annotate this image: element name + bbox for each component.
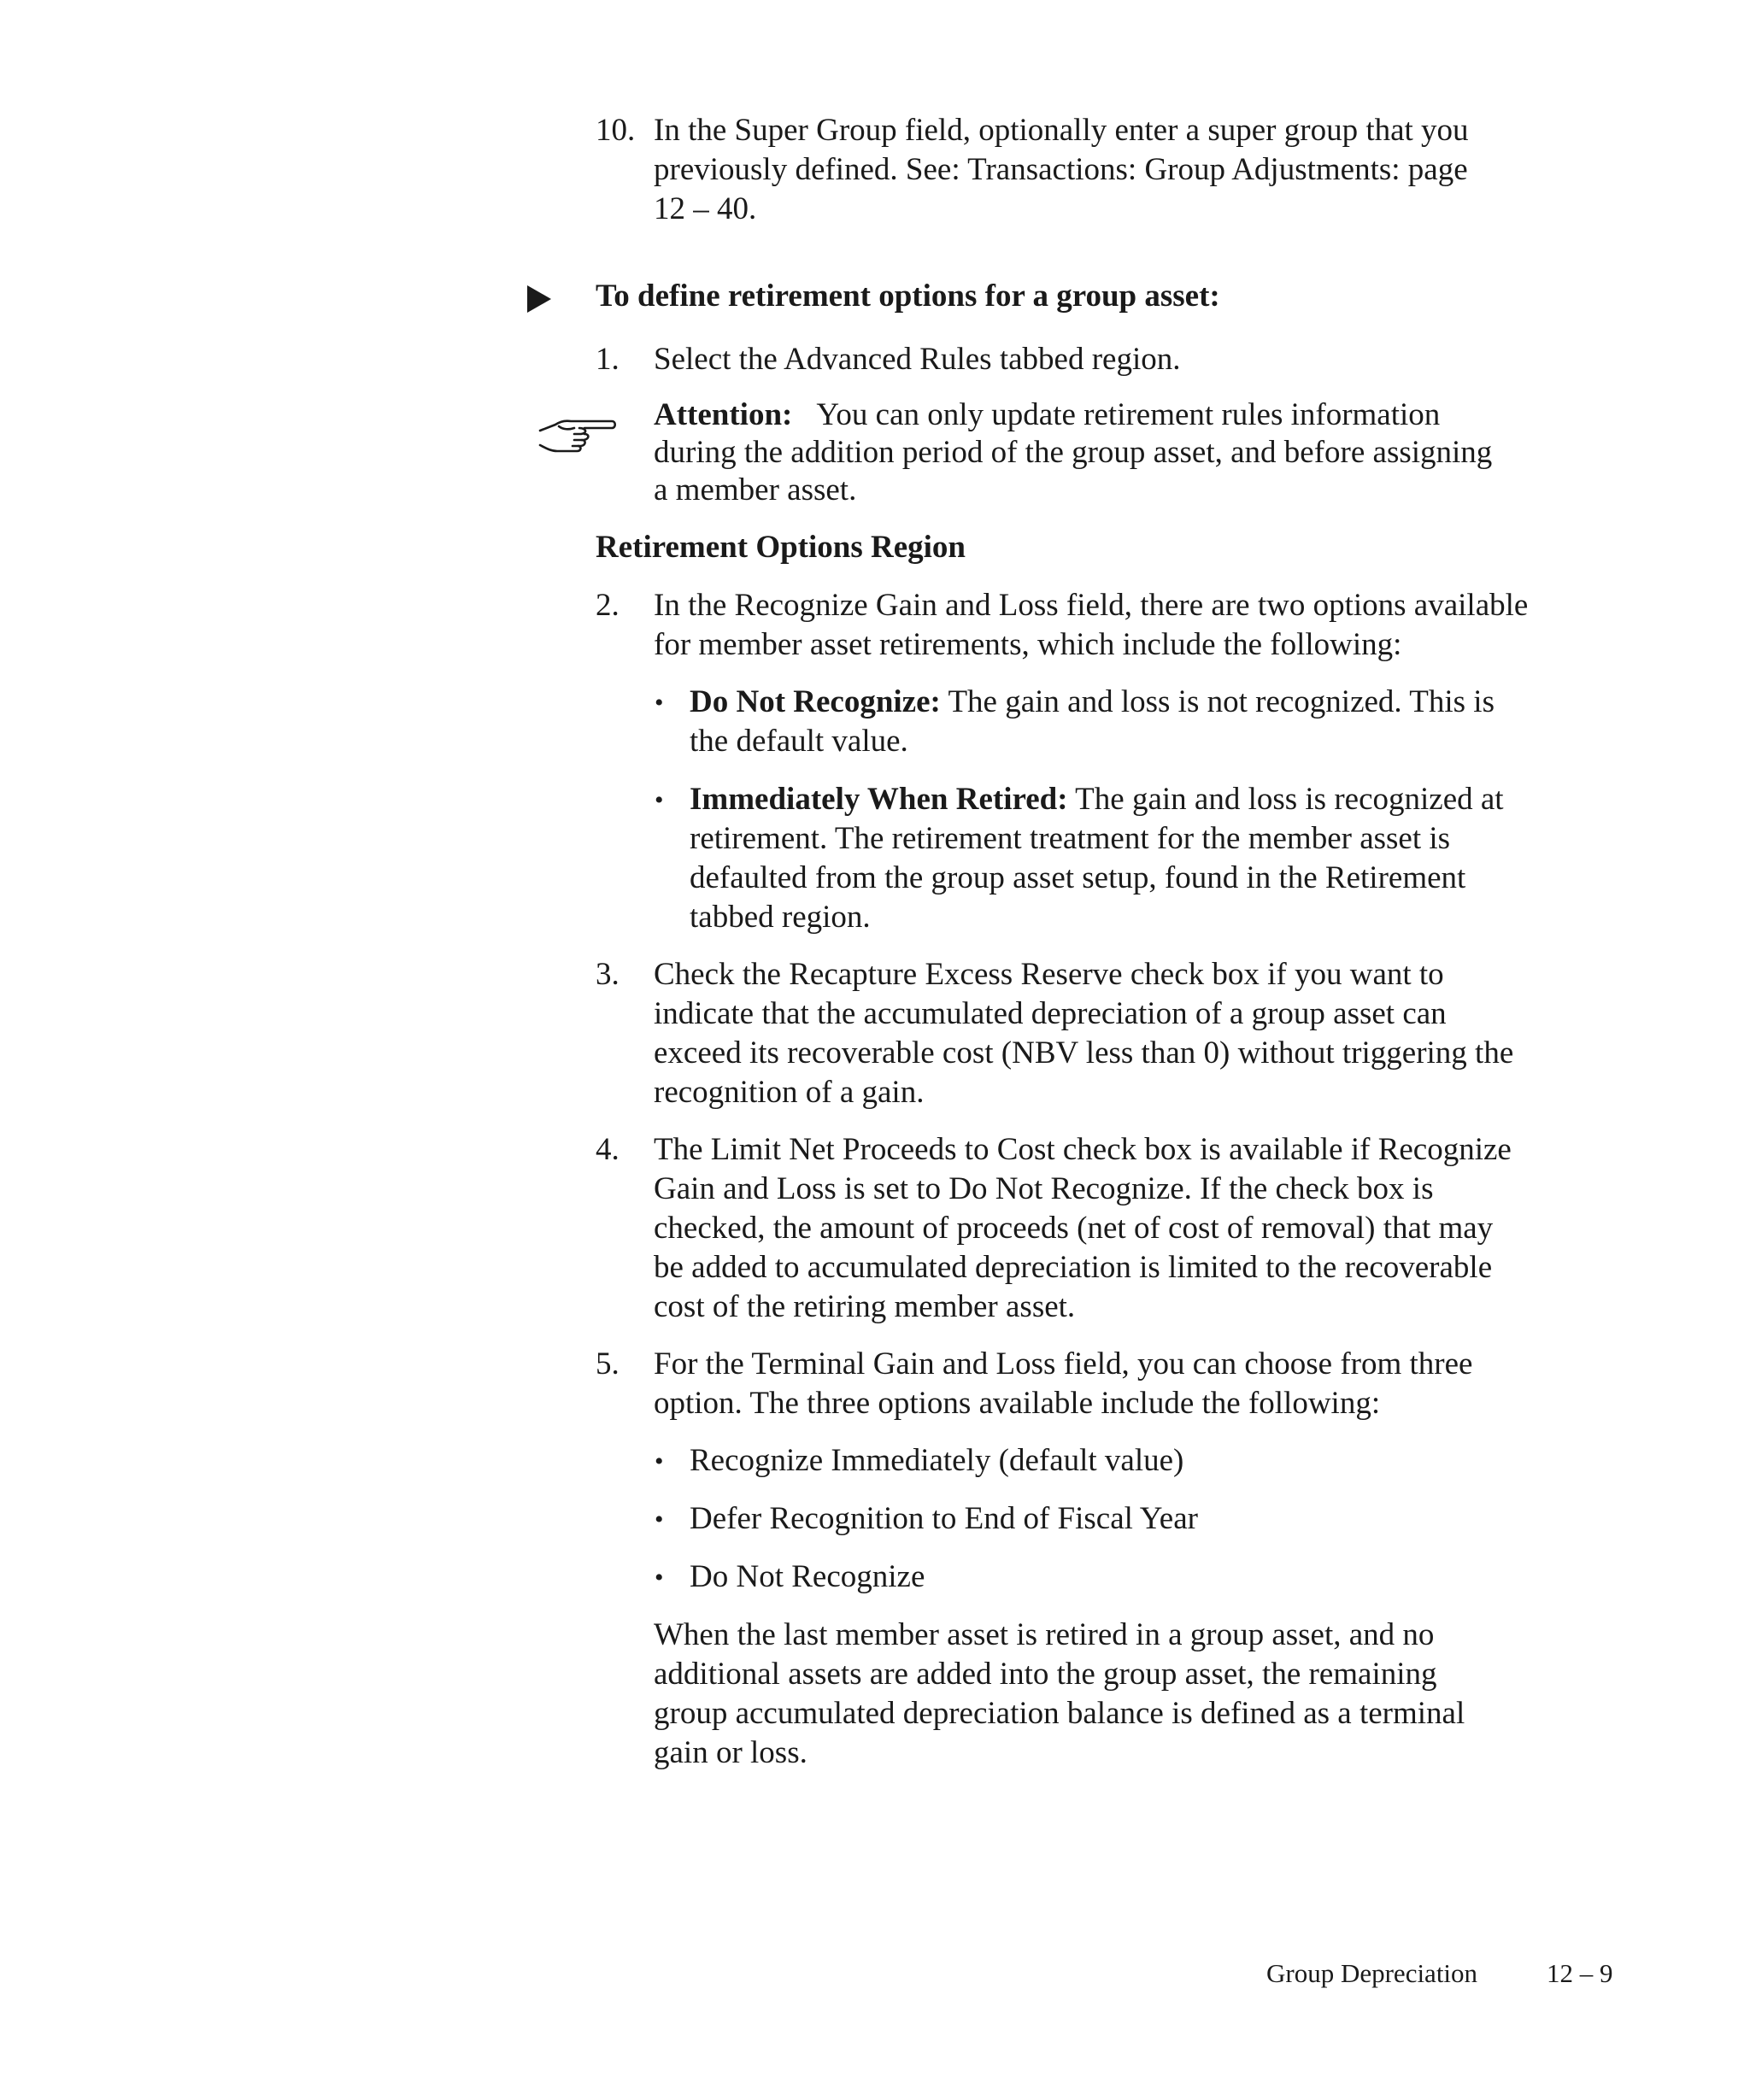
step-text-line: For the Terminal Gain and Loss field, you can choose from three bbox=[654, 1346, 1473, 1381]
option-text: The gain and loss is not recognized. This is bbox=[948, 684, 1495, 719]
step-text-line: Check the Recapture Excess Reserve check box if you want to bbox=[654, 957, 1444, 992]
step-text-line: The Limit Net Proceeds to Cost check box is available if Recognize bbox=[654, 1132, 1512, 1167]
attention-label: Attention: bbox=[654, 397, 793, 432]
attention-text: during the addition period of the group asset, and before assigning bbox=[654, 435, 1493, 470]
step-number: 3. bbox=[596, 957, 620, 992]
step-text-line: 12 – 40. bbox=[654, 191, 757, 226]
step-text-line: indicate that the accumulated depreciation of a group asset can bbox=[654, 996, 1447, 1031]
step-text-line: exceed its recoverable cost (NBV less than 0) without triggering the bbox=[654, 1035, 1514, 1071]
task-heading: To define retirement options for a group asset: bbox=[596, 279, 1220, 314]
step-text-line: In the Super Group field, optionally enter a super group that you bbox=[654, 113, 1469, 148]
arrow-right-icon bbox=[527, 285, 551, 313]
step-text-line: Gain and Loss is set to Do Not Recognize. If the check box is bbox=[654, 1171, 1434, 1206]
list-item: Defer Recognition to End of Fiscal Year bbox=[690, 1501, 1198, 1536]
note-text-line: group accumulated depreciation balance is defined as a terminal bbox=[654, 1696, 1465, 1731]
option-label: Do Not Recognize: bbox=[690, 684, 941, 719]
page-number: 12 – 9 bbox=[1547, 1958, 1613, 1988]
pointing-hand-icon bbox=[537, 414, 619, 456]
option-label: Immediately When Retired: bbox=[690, 782, 1068, 817]
step-number: 10. bbox=[596, 113, 636, 148]
bullet-icon: • bbox=[655, 1505, 664, 1534]
step-text-line: cost of the retiring member asset. bbox=[654, 1289, 1076, 1324]
step-1-text: Select the Advanced Rules tabbed region. bbox=[654, 342, 1181, 377]
option-text: defaulted from the group asset setup, found in the Retirement bbox=[690, 860, 1466, 895]
step-text-line: for member asset retirements, which include the following: bbox=[654, 627, 1402, 662]
option-text: tabbed region. bbox=[690, 900, 871, 935]
step-text-line: previously defined. See: Transactions: Group Adjustments: page bbox=[654, 152, 1468, 187]
step-number: 2. bbox=[596, 588, 620, 623]
step-number: 4. bbox=[596, 1132, 620, 1167]
note-text-line: additional assets are added into the group asset, the remaining bbox=[654, 1657, 1437, 1692]
attention-text: a member asset. bbox=[654, 472, 857, 507]
option-text: the default value. bbox=[690, 724, 908, 759]
step-text-line: checked, the amount of proceeds (net of cost of removal) that may bbox=[654, 1211, 1494, 1246]
step-number: 1. bbox=[596, 342, 620, 377]
option-text: The gain and loss is recognized at bbox=[1075, 782, 1504, 817]
step-text-line: In the Recognize Gain and Loss field, there are two options available bbox=[654, 588, 1529, 623]
step-text-line: option. The three options available include the following: bbox=[654, 1386, 1381, 1421]
attention-text: You can only update retirement rules information bbox=[816, 397, 1441, 432]
footer-chapter: Group Depreciation bbox=[1266, 1958, 1478, 1988]
region-heading: Retirement Options Region bbox=[596, 530, 966, 565]
bullet-icon: • bbox=[655, 689, 664, 717]
step-text-line: be added to accumulated depreciation is limited to the recoverable bbox=[654, 1250, 1493, 1285]
note-text-line: When the last member asset is retired in a group asset, and no bbox=[654, 1617, 1435, 1652]
list-item: Recognize Immediately (default value) bbox=[690, 1443, 1184, 1478]
option-text: retirement. The retirement treatment for the member asset is bbox=[690, 821, 1451, 856]
list-item: Do Not Recognize bbox=[690, 1559, 925, 1594]
bullet-icon: • bbox=[655, 786, 664, 814]
step-number: 5. bbox=[596, 1346, 620, 1381]
bullet-icon: • bbox=[655, 1563, 664, 1592]
step-text-line: recognition of a gain. bbox=[654, 1075, 925, 1110]
note-text-line: gain or loss. bbox=[654, 1735, 807, 1770]
bullet-icon: • bbox=[655, 1447, 664, 1475]
